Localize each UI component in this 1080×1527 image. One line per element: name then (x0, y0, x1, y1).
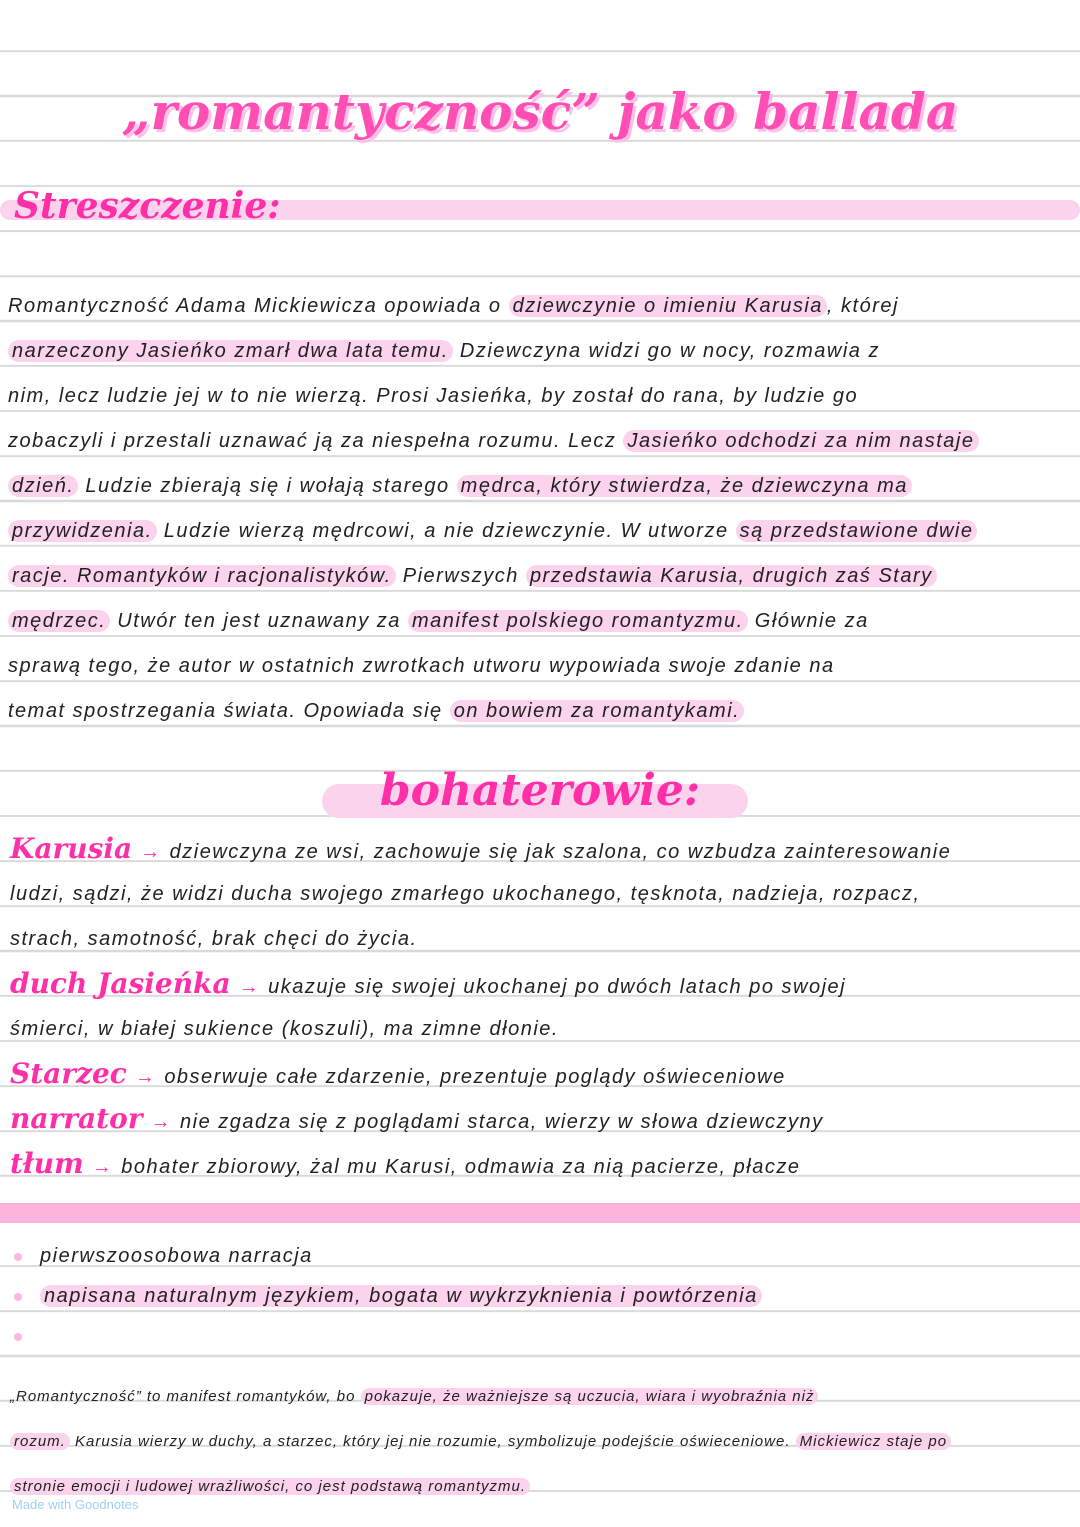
text-segment: sprawą tego, że autor w ostatnich zwrotkach utworu wypowiada swoje zdanie na (8, 655, 835, 677)
character-name: duch Jasieńka (10, 967, 231, 1000)
conclusion-line (10, 1388, 818, 1405)
highlighted-text: stronie emocji i ludowej wrażliwości, co jest podstawą romantyzmu. (10, 1478, 530, 1495)
highlighted-text: Jasieńko odchodzi za nim nastaje (623, 430, 978, 452)
character-name: Karusia (10, 832, 133, 865)
character-description: nie zgadza się z poglądami starca, wierzy w słowa dziewczyny (180, 1111, 824, 1133)
highlighted-text: przedstawia Karusia, drugich zaś Stary (526, 565, 937, 587)
text-segment: , której (826, 295, 899, 317)
highlighted-text: pokazuje, że ważniejsze są uczucia, wiara i wyobraźnia niż (361, 1388, 819, 1405)
character-line (10, 1018, 559, 1041)
summary-line (8, 700, 744, 723)
character-line (10, 967, 846, 1000)
highlighted-text: przywidzenia. (8, 520, 157, 542)
highlighted-text: narzeczony Jasieńko zmarł dwa lata temu. (8, 340, 453, 362)
highlighted-text: Mickiewicz staje po (796, 1433, 951, 1450)
text-segment: Ludzie wierzą mędrcowi, a nie dziewczynie. W utworze (156, 520, 736, 542)
text-segment: pierwszoosobowa narracja (40, 1245, 313, 1267)
bullet-item (40, 1245, 313, 1268)
bullet-icon (14, 1253, 22, 1261)
summary-line (8, 520, 977, 543)
arrow-icon: → (91, 1156, 114, 1178)
highlighted-text: mędrca, który stwierdza, że dziewczyna ma (457, 475, 912, 497)
character-description: dziewczyna ze wsi, zachowuje się jak szalona, co wzbudza zainteresowanie (169, 841, 952, 863)
text-segment: Romantyczność Adama Mickiewicza opowiada o (8, 295, 509, 317)
summary-line (8, 475, 912, 498)
character-description: ludzi, sądzi, że widzi ducha swojego zmarłego ukochanego, tęsknota, nadzieja, rozpacz, (10, 883, 921, 905)
character-line (10, 928, 418, 951)
character-line (10, 1057, 786, 1090)
highlighted-text: manifest polskiego romantyzmu. (408, 610, 748, 632)
text-segment: Głównie za (747, 610, 869, 632)
bullet-item (40, 1285, 762, 1308)
goodnotes-watermark: Made with Goodnotes (12, 1497, 139, 1512)
text-segment: Karusia wierzy w duchy, a starzec, który jej nie rozumie, symbolizuje podejście oświeceniowe. (69, 1433, 796, 1450)
summary-line (8, 430, 979, 453)
text-segment: nim, lecz ludzie jej w to nie wierzą. Prosi Jasieńka, by został do rana, by ludzie go (8, 385, 859, 407)
bullet-icon (14, 1333, 22, 1341)
character-line (10, 832, 951, 865)
character-description: bohater zbiorowy, żal mu Karusi, odmawia za nią pacierze, płacze (121, 1156, 801, 1178)
character-name: narrator (10, 1102, 143, 1135)
summary-line (8, 340, 880, 363)
character-line (10, 1147, 800, 1180)
highlighted-text: rozum. (10, 1433, 70, 1450)
characters-heading: bohaterowie: (379, 765, 701, 816)
summary-line (8, 295, 899, 318)
text-segment: Dziewczyna widzi go w nocy, rozmawia z (452, 340, 880, 362)
highlighted-text: mędrzec. (8, 610, 110, 632)
highlighted-text: dziewczynie o imieniu Karusia (509, 295, 827, 317)
character-description: obserwuje całe zdarzenie, prezentuje poglądy oświeceniowe (164, 1066, 786, 1088)
text-segment: Pierwszych (395, 565, 526, 587)
summary-line (8, 385, 858, 408)
text-segment: Ludzie zbierają się i wołają starego (78, 475, 457, 497)
highlighted-text: dzień. (8, 475, 78, 497)
character-line (10, 1102, 824, 1135)
bullet-icon (14, 1293, 22, 1301)
character-name: Starzec (10, 1057, 127, 1090)
summary-line (8, 565, 937, 588)
arrow-icon: → (150, 1111, 173, 1133)
highlighted-text: napisana naturalnym językiem, bogata w wykrzyknienia i powtórzenia (40, 1285, 762, 1307)
page-title: „romantyczność” jako ballada (121, 82, 959, 141)
character-description: strach, samotność, brak chęci do życia. (10, 928, 418, 950)
arrow-icon: → (238, 976, 261, 998)
summary-line (8, 655, 835, 678)
character-name: tłum (10, 1147, 84, 1180)
character-description: śmierci, w białej sukience (koszuli), ma zimne dłonie. (10, 1018, 559, 1040)
conclusion-line (10, 1433, 951, 1450)
arrow-icon: → (140, 841, 162, 863)
character-line (10, 883, 921, 906)
text-segment: zobaczyli i przestali uznawać ją za niespełna rozumu. Lecz (8, 430, 624, 452)
highlighted-text: on bowiem za romantykami. (450, 700, 744, 722)
text-segment: „Romantyczność” to manifest romantyków, bo (10, 1388, 361, 1405)
text-segment: temat spostrzegania świata. Opowiada się (8, 700, 450, 722)
highlighted-text: są przedstawione dwie (736, 520, 978, 542)
section-divider-band (0, 1203, 1080, 1223)
highlighted-text: racje. Romantyków i racjonalistyków. (8, 565, 396, 587)
summary-line (8, 610, 869, 633)
summary-heading: Streszczenie: (14, 185, 281, 227)
character-description: ukazuje się swojej ukochanej po dwóch latach po swojej (268, 976, 847, 998)
text-segment: Utwór ten jest uznawany za (110, 610, 408, 632)
arrow-icon: → (134, 1066, 157, 1088)
conclusion-line (10, 1478, 530, 1495)
